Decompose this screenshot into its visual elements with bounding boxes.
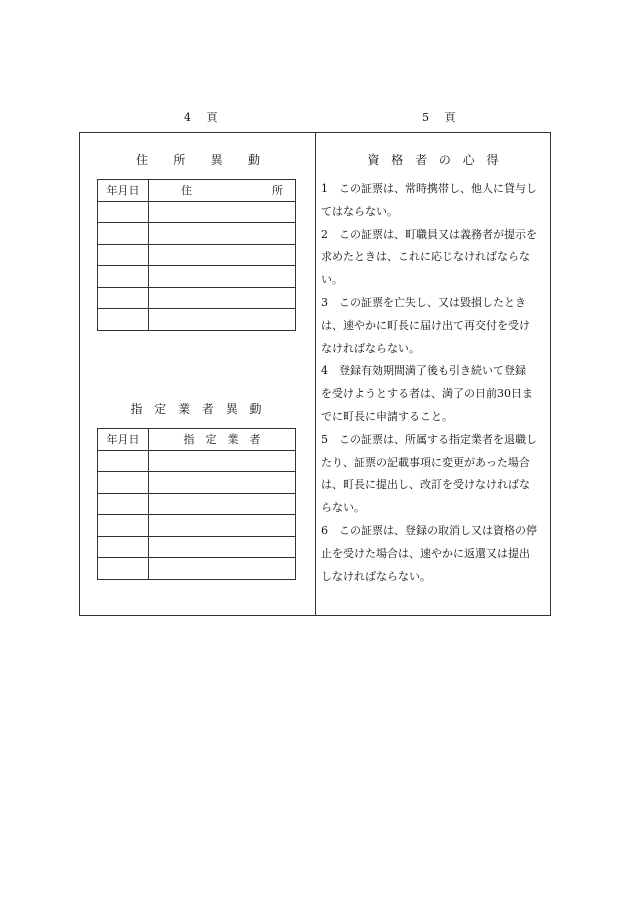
guideline-line: 求めたときは、これに応じなければならな [321, 250, 530, 264]
date-cell [98, 309, 149, 331]
table-row [98, 287, 296, 309]
address-cell [149, 309, 296, 331]
page-number-right: 5 頁 [422, 111, 462, 124]
address-cell [149, 223, 296, 245]
guideline-line: 2 この証票は、町職員又は義務者が提示を [321, 227, 537, 241]
table-header-row [98, 429, 296, 451]
table-row [98, 493, 296, 515]
address-title-char: 所 [173, 153, 186, 167]
address-title-char: 異 [210, 153, 223, 167]
date-cell [98, 266, 149, 288]
address-change-title [136, 151, 260, 168]
address-cell [149, 201, 296, 223]
date-cell [98, 558, 149, 580]
guideline-line: は、町長に提出し、改訂を受けなければな [321, 478, 530, 492]
guideline-line: てはならない。 [321, 204, 398, 218]
address-cell [149, 287, 296, 309]
guideline-line: 3 この証票を亡失し、又は毀損したとき [321, 295, 526, 309]
guideline-line: らない。 [321, 501, 365, 515]
vendor-cell [149, 558, 296, 580]
vendor-cell [149, 493, 296, 515]
date-cell [98, 201, 149, 223]
page-number-left: 4 頁 [184, 111, 224, 124]
address-change-table [97, 179, 296, 331]
vendor-cell [149, 515, 296, 537]
center-divider [315, 133, 316, 615]
guideline-line: でに町長に申請すること。 [321, 409, 453, 423]
address-header-char: 所 [272, 184, 283, 198]
address-title-char: 住 [136, 153, 149, 167]
table-header-row [98, 180, 296, 202]
address-title-char: 動 [247, 153, 260, 167]
table-row [98, 472, 296, 494]
guideline-line: 1 この証票は、常時携帯し、他人に貸与し [321, 182, 537, 195]
address-header-char: 住 [181, 184, 192, 198]
vendor-cell [149, 536, 296, 558]
date-cell [98, 287, 149, 309]
table-row [98, 266, 296, 288]
guideline-line: 5 この証票は、所属する指定業者を退職し [321, 432, 537, 446]
table-row [98, 536, 296, 558]
date-header: 年月日 [98, 180, 149, 202]
vendor-change-title: 指 定 業 者 異 動 [130, 402, 266, 416]
table-row [98, 558, 296, 580]
address-cell [149, 244, 296, 266]
vendor-change-table [97, 428, 296, 580]
date-cell [98, 223, 149, 245]
table-row [98, 201, 296, 223]
guideline-line: しなければならない。 [321, 569, 431, 583]
date-cell [98, 536, 149, 558]
vendor-cell [149, 450, 296, 472]
address-cell [149, 266, 296, 288]
document-frame [79, 132, 551, 616]
table-row [98, 223, 296, 245]
date-cell [98, 244, 149, 266]
guideline-line: 4 登録有効期間満了後も引き続いて登録 [321, 364, 526, 378]
guidelines-list [321, 178, 549, 588]
table-row [98, 309, 296, 331]
guideline-line: い。 [321, 273, 343, 287]
guideline-line: 止を受けた場合は、速やかに返還又は提出 [321, 546, 530, 560]
guidelines-title: 資 格 者 の 心 得 [367, 153, 503, 167]
table-row [98, 515, 296, 537]
guideline-line: なければならない。 [321, 341, 420, 355]
date-cell [98, 450, 149, 472]
date-cell [98, 515, 149, 537]
guideline-line: たり、証票の記載事項に変更があった場合 [321, 455, 530, 469]
address-header [149, 180, 296, 202]
guideline-line: を受けようとする者は、満了の日前30日ま [321, 387, 533, 401]
vendor-cell [149, 472, 296, 494]
date-cell [98, 493, 149, 515]
guideline-line: は、速やかに町長に届け出て再交付を受け [321, 318, 530, 332]
guideline-line: 6 この証票は、登録の取消し又は資格の停 [321, 523, 537, 537]
table-row [98, 244, 296, 266]
table-row [98, 450, 296, 472]
vendor-header: 指 定 業 者 [149, 429, 296, 451]
date-header: 年月日 [98, 429, 149, 451]
date-cell [98, 472, 149, 494]
